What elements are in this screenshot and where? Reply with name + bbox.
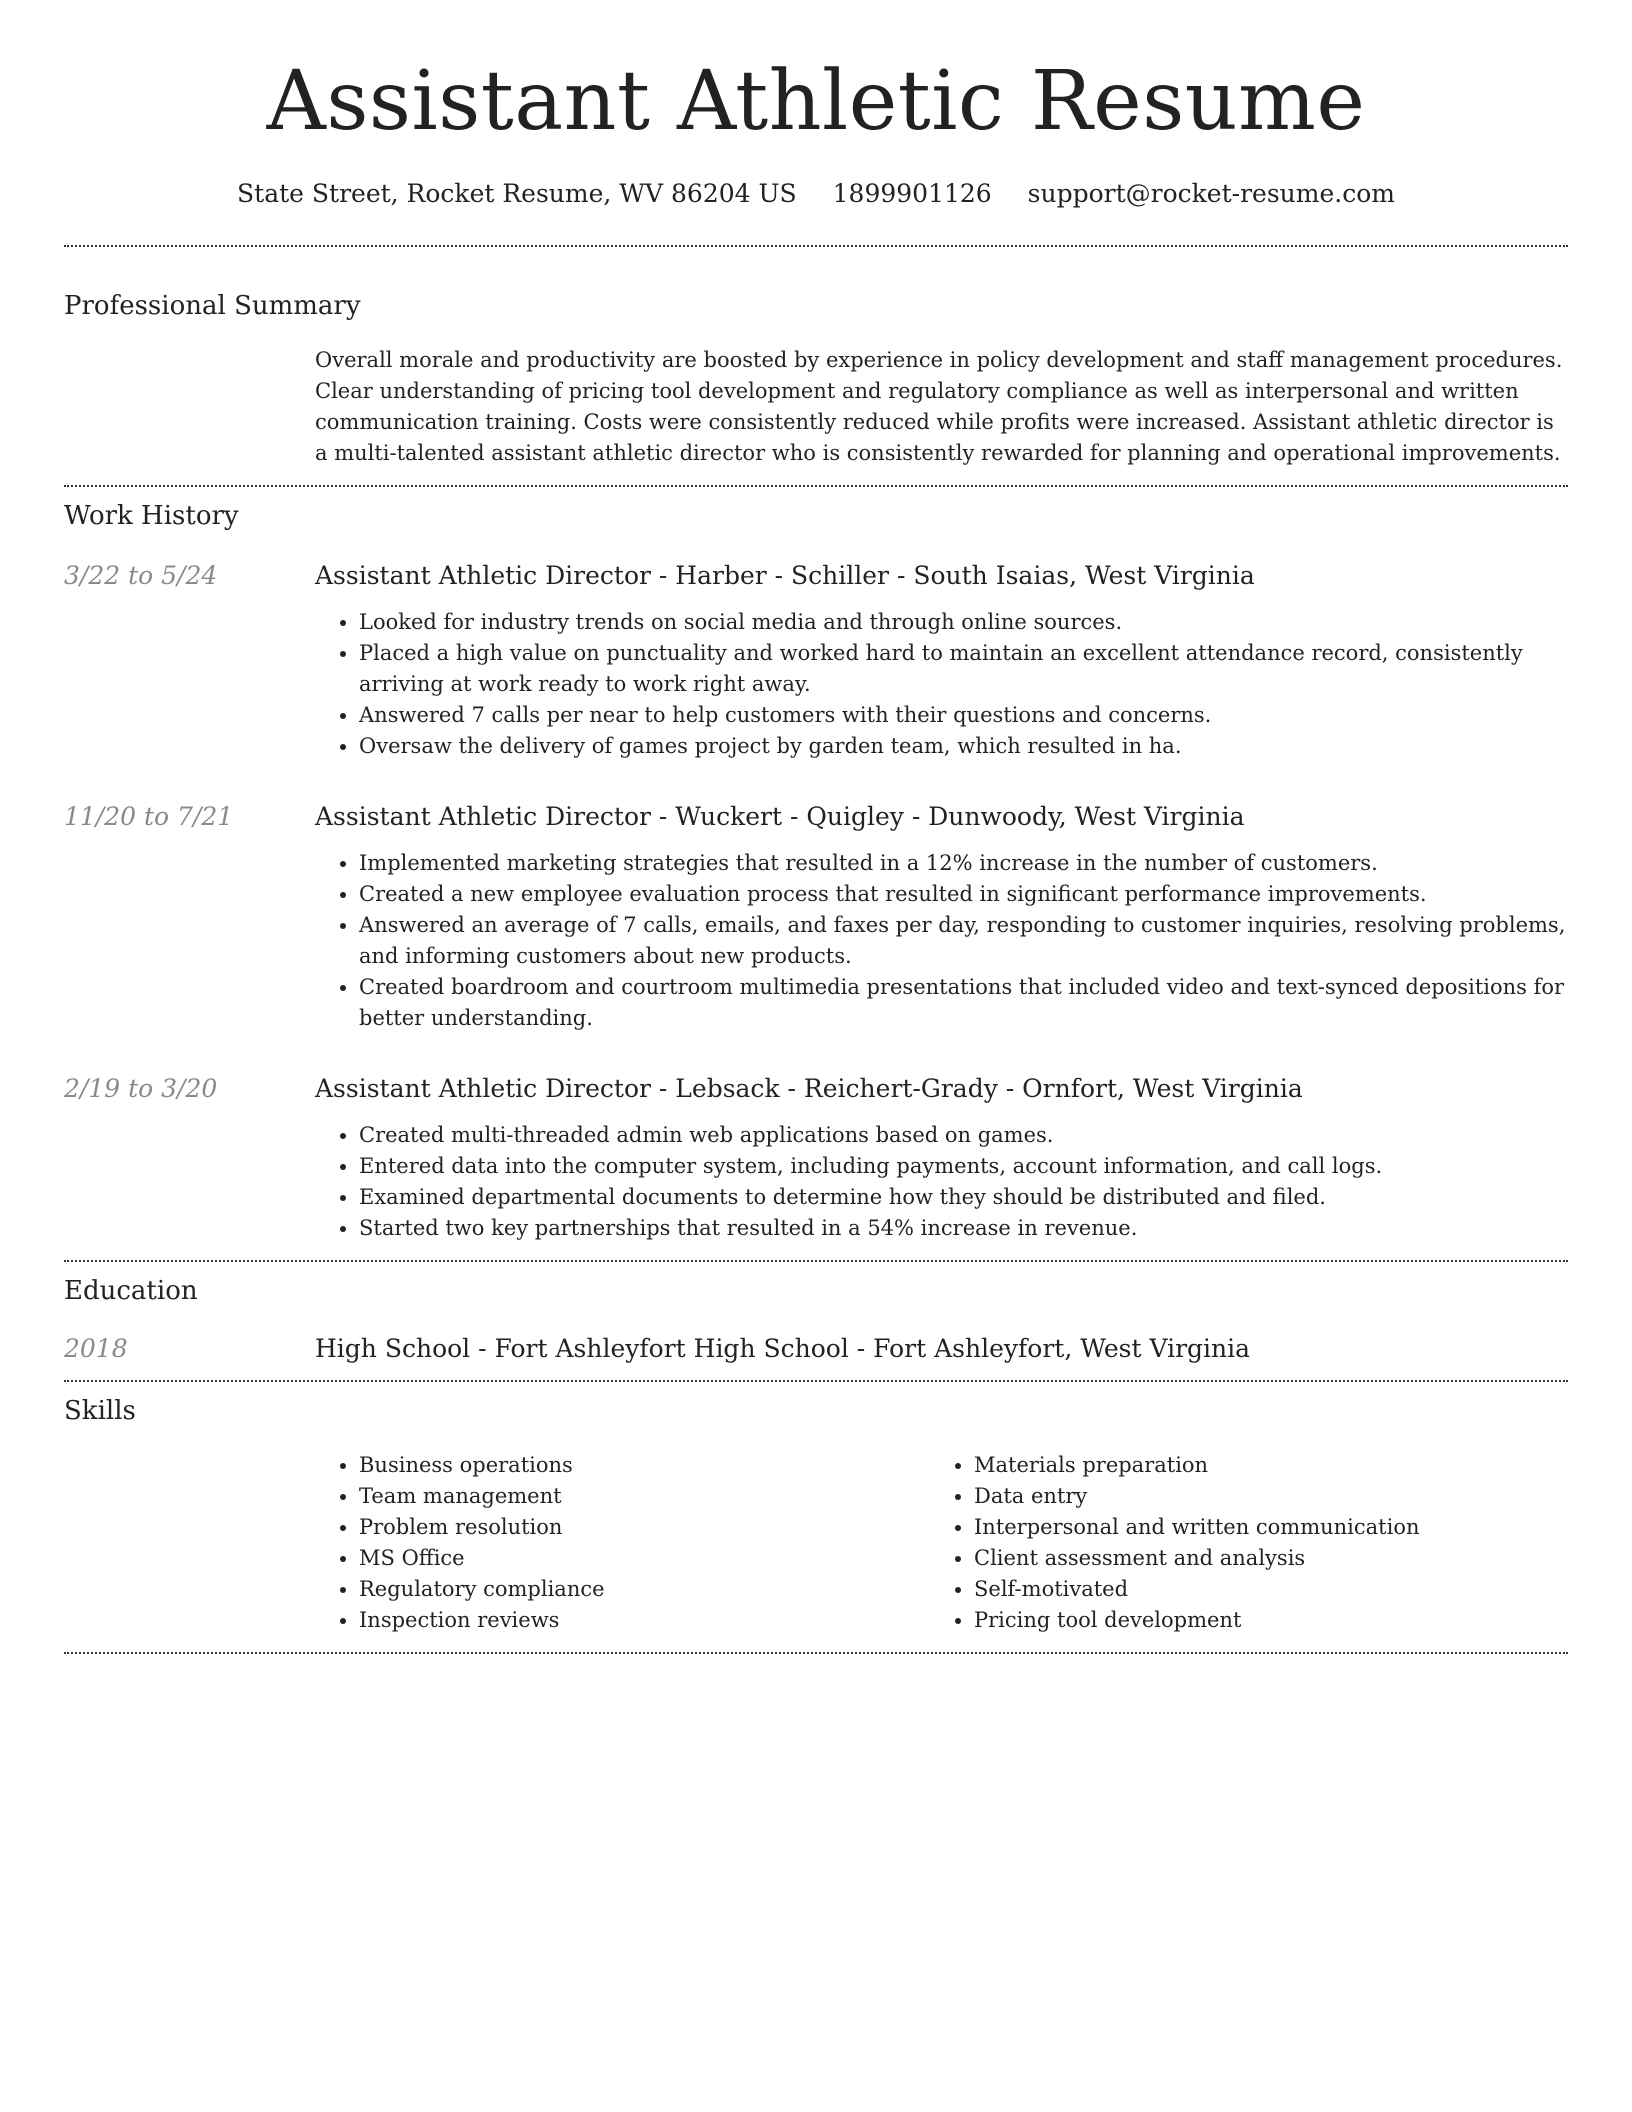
contact-phone: 1899901126 [832,179,992,208]
list-item: • Business operations [359,1450,930,1481]
job-dates: 2/19 to 3/20 [64,1074,218,1103]
list-item: • Problem resolution [359,1512,930,1543]
skills-section [64,1382,1568,1636]
skills-column-right [930,1450,1545,1636]
skills-column-left [315,1450,930,1636]
job-entry [64,1072,1568,1244]
divider [64,1652,1568,1654]
resume-title: Assistant Athletic Resume [266,54,1366,149]
education-year: 2018 [64,1334,128,1363]
list-item: • Started two key partnerships that resulted in a 54% increase in revenue. [359,1213,1568,1244]
contact-address: State Street, Rocket Resume, WV 86204 US [237,179,797,208]
job-entry [64,559,1568,762]
summary-section [64,289,1568,469]
list-item: • Data entry [974,1481,1545,1512]
list-item: • Oversaw the delivery of games project by garden team, which resulted in ha. [359,731,1568,762]
list-item: • Implemented marketing strategies that resulted in a 12% increase in the number of customers. [359,848,1568,879]
list-item: • Self-motivated [974,1574,1545,1605]
job-bullets [315,607,1568,762]
list-item: • Client assessment and analysis [974,1543,1545,1574]
summary-heading: Professional Summary [64,291,361,321]
list-item: • Team management [359,1481,930,1512]
job-entry [64,800,1568,1034]
job-dates: 3/22 to 5/24 [64,561,218,590]
list-item: • Examined departmental documents to determine how they should be distributed and filed. [359,1182,1568,1213]
list-item: • Created boardroom and courtroom multimedia presentations that included video and text-synced depositions for better understanding. [359,972,1568,1034]
list-item: • Placed a high value on punctuality and worked hard to maintain an excellent attendance record, consistently arriving at work ready to work right away. [359,638,1568,700]
job-title: Assistant Athletic Director - Wuckert - Quigley - Dunwoody, West Virginia [315,802,1245,831]
contact-email: support@rocket-resume.com [1027,179,1395,208]
job-dates: 11/20 to 7/21 [64,802,234,831]
education-heading: Education [64,1276,198,1306]
list-item: • Answered an average of 7 calls, emails, and faxes per day, responding to customer inquiries, resolving problems, and informing customers about new products. [359,910,1568,972]
job-bullets [315,1120,1568,1244]
job-title: Assistant Athletic Director - Lebsack - Reichert-Grady - Ornfort, West Virginia [315,1074,1303,1103]
contact-line [64,178,1568,210]
divider [64,245,1568,247]
list-item: • Inspection reviews [359,1605,930,1636]
list-item: • Pricing tool development [974,1605,1545,1636]
job-title: Assistant Athletic Director - Harber - Schiller - South Isaias, West Virginia [315,561,1255,590]
list-item: • Entered data into the computer system, including payments, account information, and call logs. [359,1151,1568,1182]
skills-heading: Skills [64,1396,136,1426]
list-item: • Looked for industry trends on social media and through online sources. [359,607,1568,638]
list-item: • Interpersonal and written communication [974,1512,1545,1543]
work-history-heading: Work History [64,501,239,531]
list-item: • MS Office [359,1543,930,1574]
education-section [64,1262,1568,1366]
education-entry [64,1332,1568,1366]
job-bullets [315,848,1568,1034]
list-item: • Created a new employee evaluation process that resulted in significant performance improvements. [359,879,1568,910]
list-item: • Materials preparation [974,1450,1545,1481]
work-history-section [64,487,1568,1244]
list-item: • Answered 7 calls per near to help customers with their questions and concerns. [359,700,1568,731]
list-item: • Created multi-threaded admin web applications based on games. [359,1120,1568,1151]
summary-text: Overall morale and productivity are boosted by experience in policy development and staff management procedures. Clear understanding of pricing tool development and regulatory compliance as well as interpersonal and written communication training. Costs were consistently reduced while profits were increased. Assistant athletic director is a multi-talented assistant athletic director who is consistently rewarded for planning and operational improvements. [315,348,1563,465]
skills-list [315,1450,1568,1636]
list-item: • Regulatory compliance [359,1574,930,1605]
education-title: High School - Fort Ashleyfort High School - Fort Ashleyfort, West Virginia [315,1334,1251,1363]
